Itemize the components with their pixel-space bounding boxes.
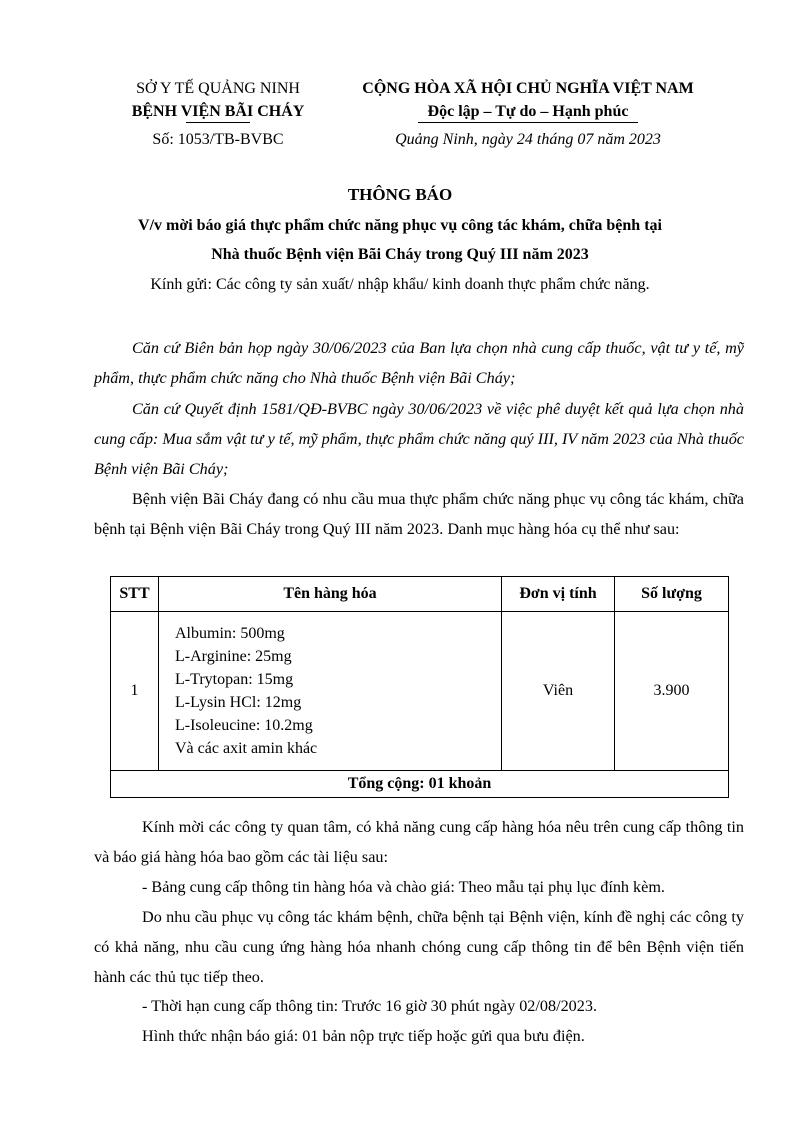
document-date: Quảng Ninh, ngày 24 tháng 07 năm 2023 — [395, 131, 661, 148]
goods-item: L-Arginine: 25mg — [175, 648, 292, 665]
header-stt: STT — [111, 577, 159, 612]
document-number: Số: 1053/TB-BVBC — [152, 131, 284, 148]
subject-line-1: V/v mời báo giá thực phẩm chức năng phục vụ công tác khám, chữa bệnh tại — [138, 217, 662, 234]
department-name: SỞ Y TẾ QUẢNG NINH — [136, 80, 300, 97]
submission-method: Hình thức nhận báo giá: 01 bản nộp trực tiếp hoặc gửi qua bưu điện. — [142, 1027, 585, 1045]
table-header-row — [111, 577, 729, 612]
invite-paragraph: Kính mời các công ty quan tâm, có khả năng cung cấp hàng hóa nêu trên cung cấp thông tin và báo giá hàng hóa bao gồm các tài liệu sau: — [94, 818, 744, 866]
subject-line-2: Nhà thuốc Bệnh viện Bãi Cháy trong Quý III năm 2023 — [211, 246, 589, 263]
national-title: CỘNG HÒA XÃ HỘI CHỦ NGHĨA VIỆT NAM — [362, 80, 694, 97]
goods-item: Albumin: 500mg — [175, 625, 285, 642]
document-item: - Bảng cung cấp thông tin hàng hóa và chào giá: Theo mẫu tại phụ lục đính kèm. — [142, 878, 665, 896]
row-unit: Viên — [502, 612, 615, 771]
goods-item: L-Lysin HCl: 12mg — [175, 694, 302, 711]
basis-paragraph-1: Căn cứ Biên bản họp ngày 30/06/2023 của Ban lựa chọn nhà cung cấp thuốc, vật tư y tế, mỹ phẩm, thực phẩm chức năng cho Nhà thuốc Bệnh viện Bãi Cháy; — [94, 339, 744, 387]
goods-table — [110, 576, 729, 798]
goods-item: L-Isoleucine: 10.2mg — [175, 717, 313, 734]
deadline-item: - Thời hạn cung cấp thông tin: Trước 16 giờ 30 phút ngày 02/08/2023. — [142, 997, 598, 1015]
hospital-name: BỆNH VIỆN BÃI CHÁY — [131, 103, 305, 120]
row-quantity: 3.900 — [615, 612, 729, 771]
recipient: Kính gửi: Các công ty sản xuất/ nhập khẩu/ kinh doanh thực phẩm chức năng. — [150, 276, 650, 293]
hospital-name-underline — [186, 122, 250, 123]
header-goods-name: Tên hàng hóa — [159, 577, 502, 612]
header-quantity: Số lượng — [615, 577, 729, 612]
goods-item: Và các axit amin khác — [175, 740, 318, 757]
basis-paragraph-2: Căn cứ Quyết định 1581/QĐ-BVBC ngày 30/06/2023 về việc phê duyệt kết quả lựa chọn nhà cung cấp: Mua sắm vật tư y tế, mỹ phẩm, thực phẩm chức năng quý III, IV năm 2023 của Nhà thuốc Bệnh viện Bãi Cháy; — [94, 400, 744, 478]
document-title: THÔNG BÁO — [347, 185, 453, 204]
national-motto: Độc lập – Tự do – Hạnh phúc — [427, 103, 629, 120]
request-paragraph: Do nhu cầu phục vụ công tác khám bệnh, chữa bệnh tại Bệnh viện, kính đề nghị các công ty có khả năng, nhu cầu cung ứng hàng hóa nhanh chóng cung cấp thông tin để bên Bệnh viện tiến hành các thủ tục tiếp theo. — [94, 908, 744, 986]
table-total: Tổng cộng: 01 khoản — [111, 771, 729, 798]
row-stt: 1 — [111, 612, 159, 771]
table-total-row — [111, 771, 729, 798]
motto-underline — [418, 122, 638, 123]
intro-paragraph: Bệnh viện Bãi Cháy đang có nhu cầu mua thực phẩm chức năng phục vụ công tác khám, chữa bệnh tại Bệnh viện Bãi Cháy trong Quý III năm 2023. Danh mục hàng hóa cụ thể như sau: — [94, 490, 744, 538]
header-unit: Đơn vị tính — [502, 577, 615, 612]
table-row — [111, 612, 729, 771]
goods-item: L-Trytopan: 15mg — [175, 671, 294, 688]
row-goods-items — [159, 612, 502, 771]
